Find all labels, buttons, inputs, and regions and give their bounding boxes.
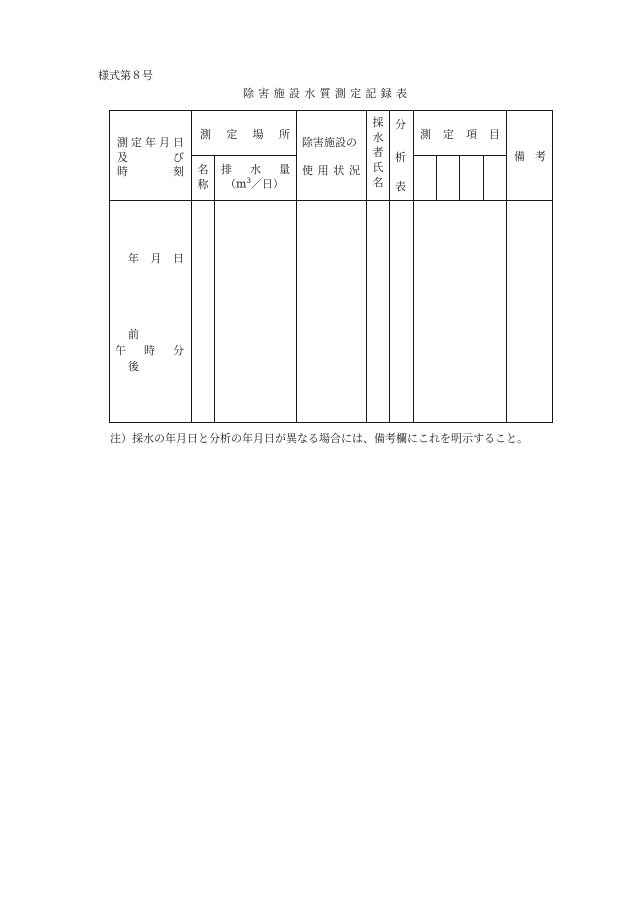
body-date: 年 月 日 (128, 252, 184, 265)
col-line-analysis (413, 110, 414, 423)
body-am: 前 (128, 328, 139, 341)
table-border-bottom (109, 422, 553, 423)
header-datetime-row1: 測 定 年 月 日 (117, 136, 184, 149)
col-line-sampler (389, 110, 390, 423)
table-border-right (552, 110, 553, 423)
col-line-name (214, 155, 215, 423)
header-analysis-3: 表 (395, 180, 406, 193)
table-border-top (109, 110, 553, 111)
location-subheader-line (191, 155, 296, 156)
header-facility-top: 除害施設の (302, 136, 357, 149)
header-remarks: 備 考 (514, 150, 546, 163)
col-line-items (506, 110, 507, 423)
header-location: 測 定 場 所 (200, 128, 290, 141)
col-line-item-1 (436, 155, 437, 200)
page-title: 除害施設水質測定記録表 (243, 87, 412, 100)
header-datetime-row3: 時 刻 (117, 165, 184, 178)
form-number: 様式第８号 (98, 69, 153, 82)
body-pm: 後 (128, 360, 139, 373)
footnote: 注）採水の年月日と分析の年月日が異なる場合には、備考欄にこれを明示すること。 (110, 432, 528, 445)
items-subheader-line (413, 155, 507, 156)
col-line-item-3 (483, 155, 484, 200)
header-facility-bottom: 使 用 状 況 (302, 164, 360, 177)
header-name: 名 称 (197, 163, 209, 191)
header-separator (109, 200, 553, 201)
table-border-left (109, 110, 110, 423)
col-line-datetime (191, 110, 192, 423)
col-line-location (296, 110, 297, 423)
header-items: 測 定 項 目 (420, 128, 500, 141)
header-discharge: 排 水 量 (221, 163, 290, 176)
header-discharge-unit: （$m^3/$日） (225, 177, 284, 191)
body-time: 午 時 分 (115, 344, 184, 357)
col-line-facility (366, 110, 367, 423)
header-analysis-2: 析 (395, 151, 406, 164)
header-sampler: 採 水 者 氏 名 (372, 116, 384, 189)
header-datetime-row2: 及 び (117, 151, 184, 164)
col-line-item-2 (459, 155, 460, 200)
header-analysis-1: 分 (395, 118, 406, 131)
